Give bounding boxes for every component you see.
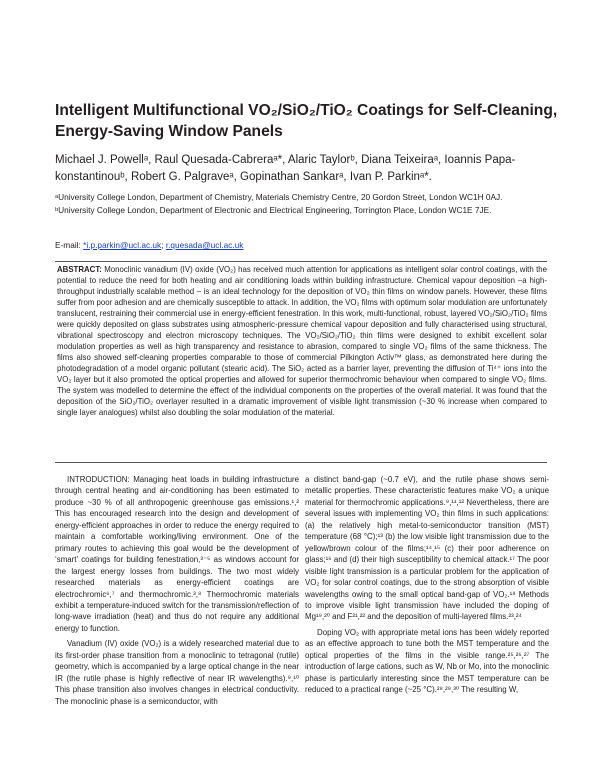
contact-email	[55, 240, 570, 251]
abstract-text: Monoclinic vanadium (IV) oxide (VO₂) has received much attention for applications as intelligent solar control coatings, with the potential to reduce the need for both heating and air conditioning loads within building infrastructure. Chemical vapour deposition –a high-throughput industrially scalable method – is an ideal technology for the deposition of VO₂ thin films on window panels. However, these films suffer from poor adhesion and are chemically susceptible to attack. In addition, the VO₂ films with optimum solar modulation are unfortunately translucent, restraining their commercial use in energy-efficient fenestration. In this work, multi-functional, robust, layered VO₂/SiO₂/TiO₂ films were quickly deposited on glass substrates using atmospheric-pressure chemical vapour deposition and fully characterised using structural, vibrational spectroscopy and electron microscopy techniques. The VO₂/SiO₂/TiO₂ thin films were designed to exhibit excellent solar modulation properties as well as high transparency and resistance to abrasion, compared to single VO₂ films of the same thickness. The films also showed self-cleaning properties comparable to those of commercial Pilkington Activ™ glass, as demonstrated here during the photodegradation of a model organic pollutant (stearic acid). The SiO₂ acted as a barrier layer, preventing the diffusion of Ti⁴⁺ ions into the VO₂ layer but it also promoted the optical properties and allowed for superior thermochromic behaviour when compared to single VO₂ films. The system was modelled to determine the effect of the individual components on the properties of the overall material. It was found that the deposition of the SiO₂/TiO₂ overlayer resulted in a dramatic improvement of visible light transmission (~30 % increase when compared to single layer analogues) whilst also doubling the solar modulation of the material.	[57, 265, 547, 417]
email-separator: ;	[161, 240, 166, 250]
left-column	[55, 474, 299, 707]
abstract-heading: ABSTRACT:	[57, 265, 102, 274]
email-link-quesada[interactable]: r.quesada@ucl.ac.uk	[165, 240, 244, 250]
affiliation-a: ᵃUniversity College London, Department of Chemistry, Materials Chemistry Centre, 20 Gordon Street, London WC1H 0AJ.	[55, 192, 503, 202]
intro-paragraph-4: Doping VO₂ with appropriate metal ions has been widely reported as an effective approach to tune both the MST temperature and the optical properties of the films in the visible range.²⁵,²⁶,²⁷ The introduction of large cations, such as W, Nb or Mo, into the monoclinic phase is particularly interesting since the MST temperature can be reduced to a practical range (~25 °C).²⁸,²⁹,³⁰ The resulting W,	[305, 627, 549, 695]
abstract	[57, 264, 547, 418]
right-column	[305, 474, 549, 696]
intro-paragraph-1: INTRODUCTION: Managing heat loads in building infrastructure through central heating and air-conditioning has been estimated to produce ~30 % of all anthropogenic greenhouse gas emissions.¹,² This has encouraged research into the design and development of energy-efficient approaches in order to reduce the energy required to maintain a comfortable working/living environment. One of the primary routes to achieving this goal would be the development of ‘smart’ coatings for building fenestration,³⁻⁵ as windows account for the largest energy losses from buildings. The two most widely researched materials as energy-efficient coatings are electrochromic⁶,⁷ and thermochromic.³,⁸ Thermochromic materials exhibit a temperature-induced switch for the transmission/reflection of long-wave irradiation (heat) and thus do not require any additional energy to function.	[55, 475, 299, 633]
abstract-bottom-rule	[55, 462, 547, 463]
abstract-top-rule	[55, 261, 547, 262]
author-list: Michael J. Powellᵃ, Raul Quesada-Cabreraᵃ*, Alaric Taylorᵇ, Diana Teixeiraᵃ, Ioannis Papa-konstantinouᵇ, Robert G. Palgraveᵃ, Gopinathan Sankarᵃ, Ivan P. Parkinᵃ*.	[55, 154, 516, 183]
email-label: E-mail:	[55, 240, 84, 250]
affiliation-b: ᵇUniversity College London, Department of Electronic and Electrical Engineering, Torrington Place, London WC1E 7JE.	[55, 204, 492, 215]
email-link-parkin[interactable]: *i.p.parkin@ucl.ac.uk	[83, 240, 162, 250]
paper-title: Intelligent Multifunctional VO₂/SiO₂/TiO₂ Coatings for Self-Cleaning, Energy-Saving Window Panels	[55, 102, 558, 140]
intro-paragraph-2: Vanadium (IV) oxide (VO₂) is a widely researched material due to its first-order phase transition from a monoclinic to tetragonal (rutile) geometry, which is accompanied by a large optical change in the near IR (the rutile phase is highly reflective of near IR wavelengths).⁹,¹⁰ This phase transition also involves changes in electrical conductivity. The monoclinic phase is a semiconductor, with	[55, 639, 299, 706]
intro-paragraph-3: a distinct band-gap (~0.7 eV), and the rutile phase shows semi-metallic properties. These characteristic features make VO₂ a unique material for thermochromic applications.⁹,¹¹,¹² Nevertheless, there are several issues with implementing VO₂ thin films in such applications: (a) the relatively high metal-to-semiconductor transition (MST) temperature (68 °C);¹³ (b) the low visible light transmission due to the yellow/brown colour of the films;¹⁴,¹⁵ (c) their poor adherence on glass;¹⁶ and (d) their high susceptibility to chemical attack.¹⁷ The poor visible light transmission is a particular problem for the application of VO₂ for solar control coatings, due to the strong absorption of visible wavelengths owing to the small optical band-gap of VO₂.¹⁸ Methods to improve visible light transmission have included the doping of Mg¹⁹,²⁰ and F²¹,²² and the deposition of multi-layered films.²³,²⁴	[305, 475, 549, 622]
affiliations	[55, 192, 570, 217]
